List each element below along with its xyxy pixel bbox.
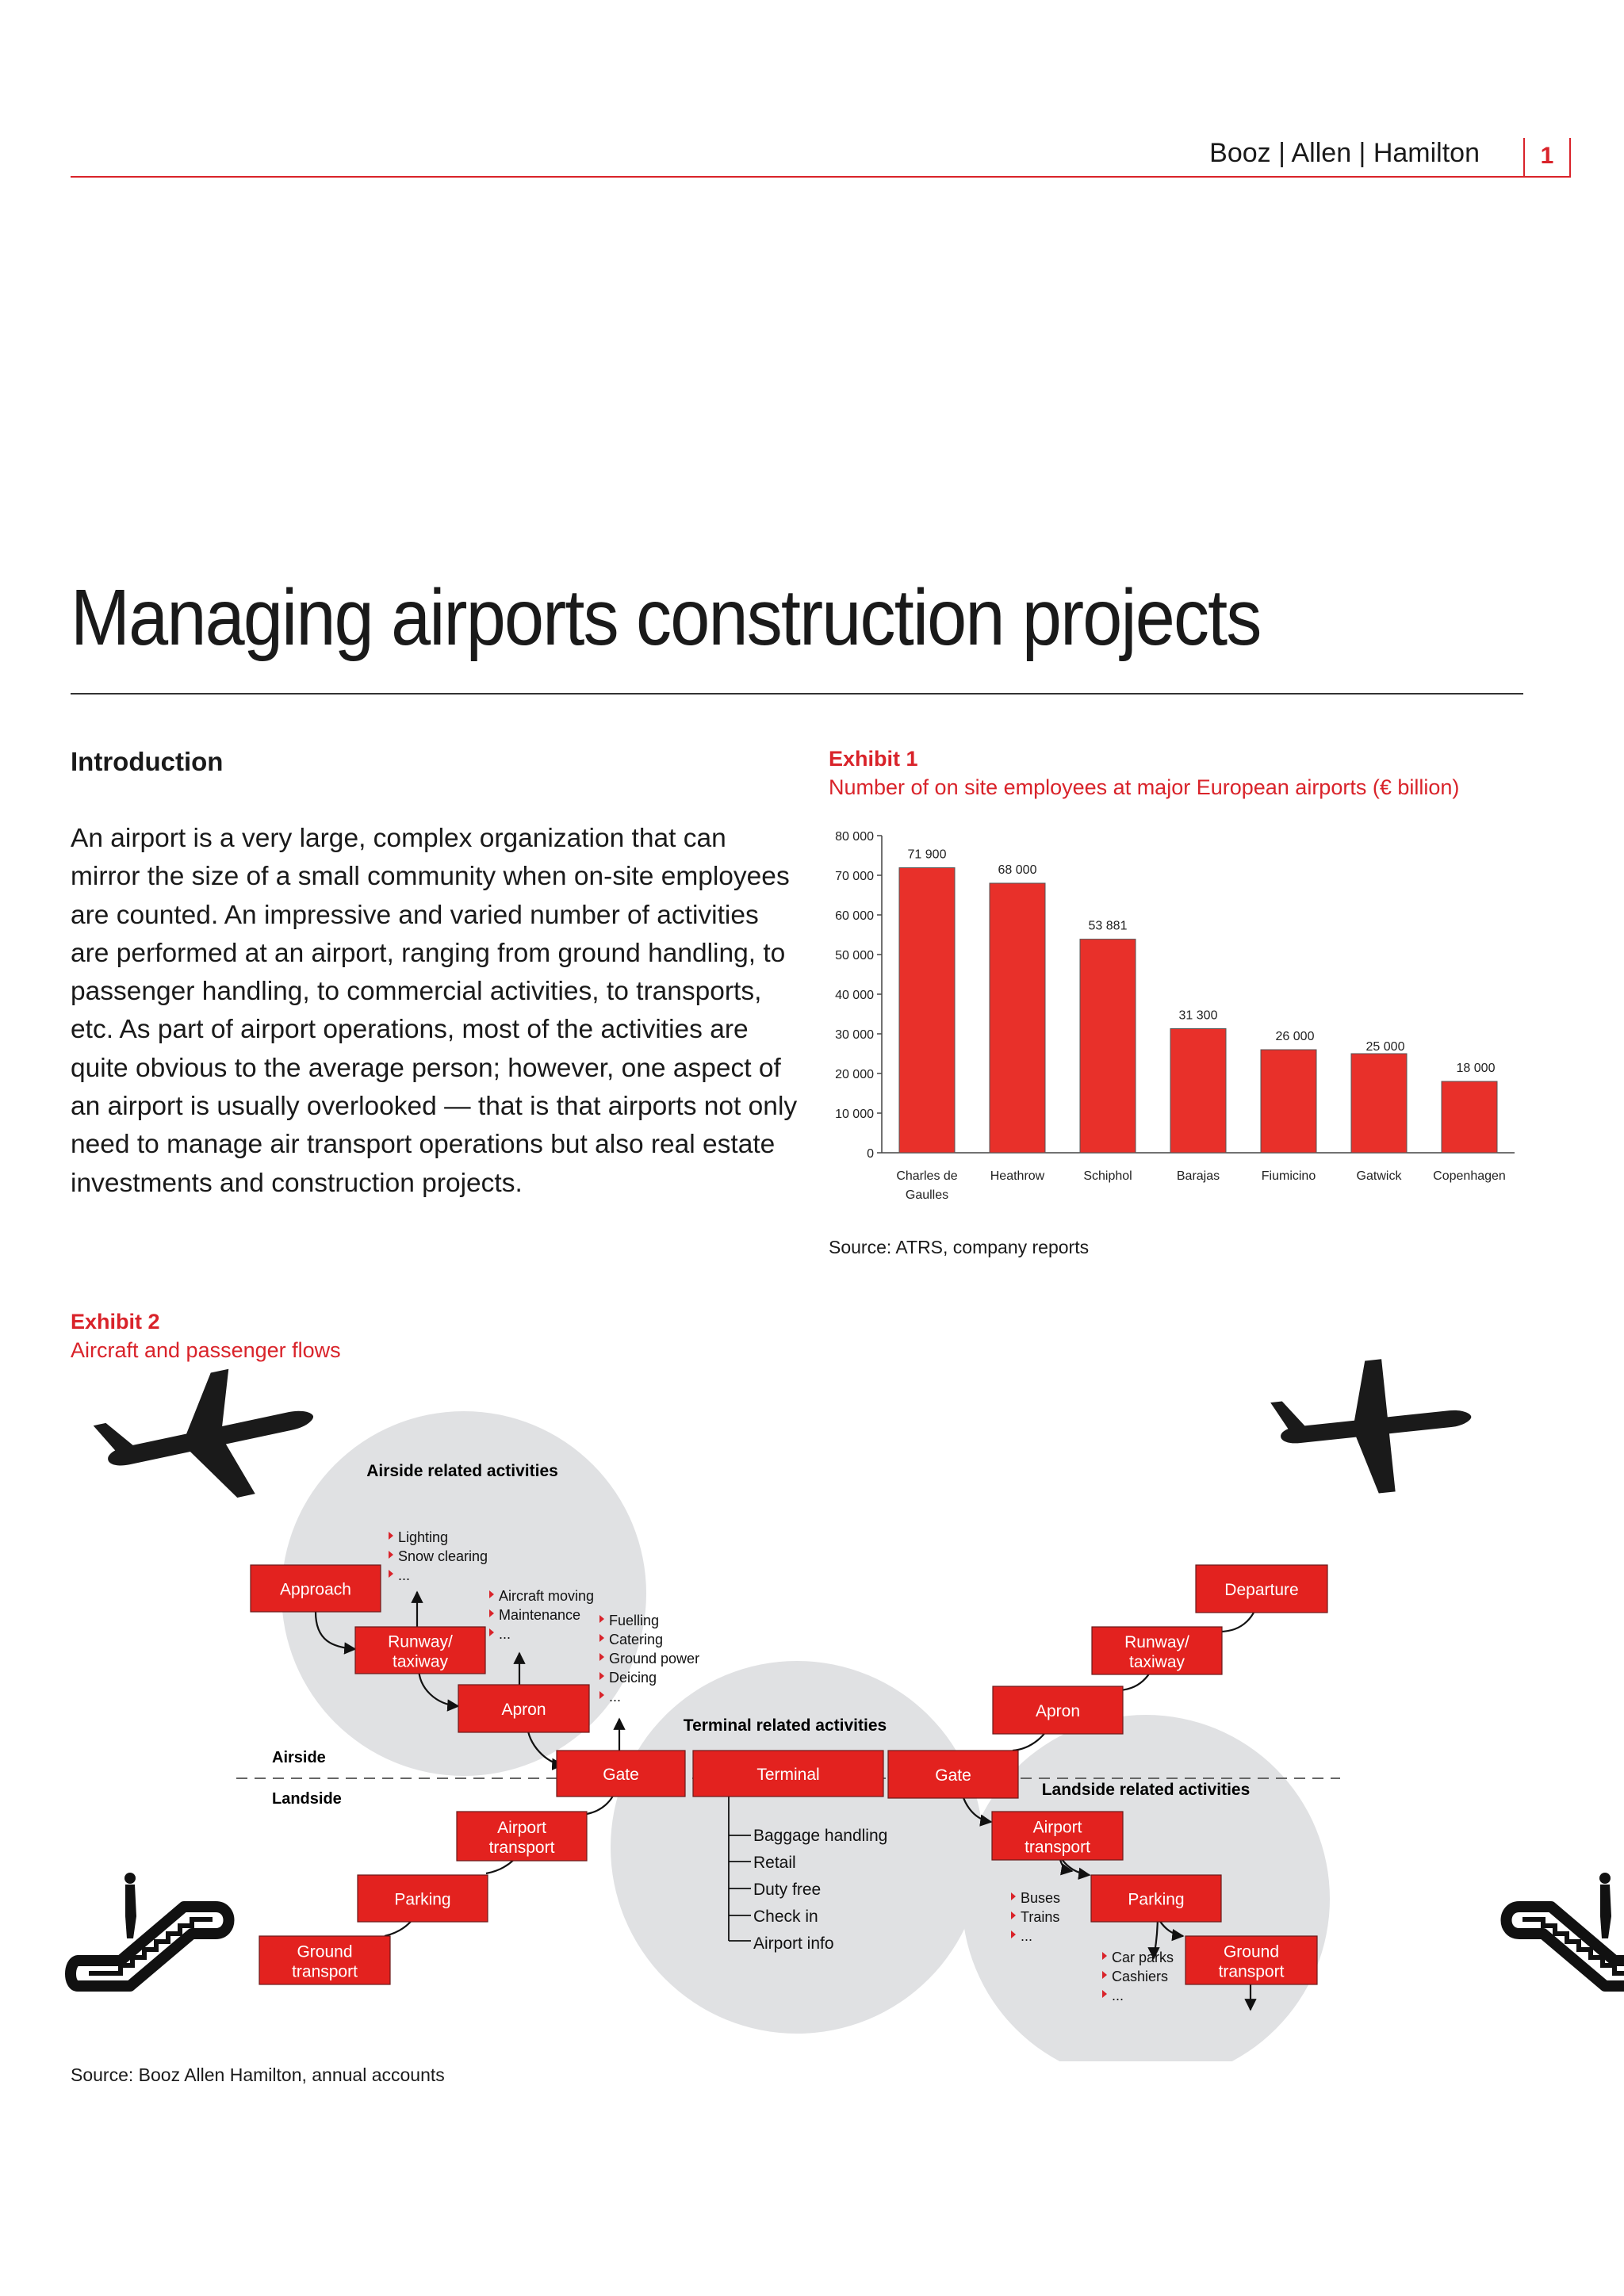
apron-left-box [458,1685,589,1732]
y-tick-label: 40 000 [835,989,874,1002]
landside-activities-title: Landside related activities [1041,1781,1251,1799]
flow-diagram [0,1348,1624,2061]
gate-left-label: Gate [603,1766,639,1784]
bullet-item: Cashiers [1112,1969,1169,1984]
category-label: Gaulles [905,1188,949,1202]
airport-transport-left-box [457,1812,587,1861]
bar [1351,1054,1407,1153]
bullet-item: Car parks [1112,1950,1174,1965]
y-tick-label: 20 000 [835,1068,874,1081]
exhibit1-label: Exhibit 1 [829,747,918,771]
bullet-item: Baggage handling [753,1827,888,1845]
bullet-item: Check in [753,1908,818,1926]
apron-right-label: Apron [1035,1702,1081,1720]
bullet-item: Ground power [609,1651,700,1667]
bar [1261,1050,1316,1153]
exhibit2-label: Exhibit 2 [71,1310,160,1334]
apron-right-box [993,1686,1123,1734]
bullet-item: ... [1112,1988,1124,2003]
bullet-item: Trains [1021,1909,1060,1925]
runway-taxiway-right-label: Runway/ [1124,1633,1189,1651]
bullet-item: Maintenance [499,1607,581,1623]
departure-box [1196,1565,1327,1613]
airplane-departing-icon [1267,1350,1478,1503]
bar-value-label: 26 000 [1275,1030,1315,1043]
bullet-item: Snow clearing [398,1548,488,1564]
runway-taxiway-left-label: taxiway [392,1652,449,1671]
exhibit1-source: Source: ATRS, company reports [829,1237,1090,1257]
y-tick-label: 70 000 [835,870,874,883]
landside-label: Landside [272,1790,342,1808]
ground-transport-right-label: Ground [1223,1942,1280,1961]
y-tick-label: 0 [867,1147,874,1161]
terminal-label: Terminal [756,1766,820,1784]
bullet-item: ... [398,1567,411,1583]
intro-paragraph: An airport is a very large, complex organization that can mirror the size of a small community when on-site employees are counted. An impressive and varied number of activities are performed at an airport, ranging from ground handling, to passenger handling, to commercial activities, to transports, etc. As part of airport operations, most of the activities are quite obvious to the average person; however, one aspect of an airport is usually overlooked — that is that airports not only need to manage air transport operations but also real estate investments and construction projects. [71,824,798,1198]
intro-heading: Introduction [71,747,224,776]
departure-label: Departure [1224,1581,1299,1599]
airside-label: Airside [272,1749,326,1766]
bullet-item: ... [609,1689,622,1705]
y-tick-label: 50 000 [835,949,874,962]
airport-transport-right-label: transport [1025,1838,1090,1857]
bar-value-label: 68 000 [998,863,1037,877]
gate-right-box [888,1751,1018,1798]
page-number: 1 [1540,143,1554,169]
bar-value-label: 25 000 [1365,1040,1405,1054]
bullet-item: Buses [1021,1890,1061,1906]
ground-transport-left-label: transport [292,1962,358,1981]
bullet-item: Airport info [753,1934,834,1953]
parking-left-label: Parking [394,1890,451,1909]
bar-value-label: 53 881 [1088,919,1128,933]
gate-right-label: Gate [935,1766,971,1785]
bullet-item: Duty free [753,1881,822,1899]
brand-name: Booz | Allen | Hamilton [1209,138,1480,168]
bar [1080,939,1136,1153]
airside-activities-title: Airside related activities [366,1462,558,1480]
ground-transport-right-box [1185,1936,1317,1984]
parking-left-box [358,1875,488,1922]
bar [1442,1081,1497,1153]
bar [990,883,1045,1153]
runway-taxiway-right-box [1092,1627,1222,1674]
bullet-item: ... [1021,1928,1033,1944]
y-tick-label: 80 000 [835,830,874,844]
ground-transport-left-label: Ground [297,1942,353,1961]
y-tick-label: 10 000 [835,1108,874,1121]
terminal-activities-title: Terminal related activities [683,1716,887,1735]
category-label: Barajas [1176,1169,1220,1183]
employees-bar-chart [825,825,1522,1213]
runway-taxiway-left-box [355,1627,485,1674]
category-label: Gatwick [1356,1169,1402,1183]
exhibit2-subtitle: Aircraft and passenger flows [71,1338,341,1362]
category-label: Fiumicino [1261,1169,1316,1183]
approach-box [251,1565,381,1612]
header-rule [71,176,1571,178]
escalator-up-icon [71,1873,229,1986]
airplane-arriving-icon [88,1354,327,1524]
y-tick-label: 60 000 [835,909,874,923]
bar [899,868,955,1154]
runway-taxiway-left-label: Runway/ [388,1632,453,1651]
airport-transport-right-box [992,1812,1123,1860]
bullet-item: Deicing [609,1670,657,1686]
approach-label: Approach [280,1580,351,1599]
category-label: Heathrow [990,1169,1045,1183]
bullet-item: ... [499,1626,511,1642]
bar-value-label: 18 000 [1456,1062,1496,1075]
bullet-item: Aircraft moving [499,1588,595,1604]
exhibit2-source: Source: Booz Allen Hamilton, annual accounts [71,2064,445,2085]
bullet-item: Lighting [398,1529,449,1545]
category-label: Copenhagen [1433,1169,1506,1183]
airport-transport-left-label: Airport [497,1819,546,1837]
category-label: Schiphol [1083,1169,1132,1183]
parking-right-box [1091,1875,1221,1922]
ground-transport-right-label: transport [1218,1962,1285,1981]
apron-left-label: Apron [501,1701,546,1719]
runway-taxiway-right-label: taxiway [1128,1653,1185,1671]
bullet-item: Fuelling [609,1613,660,1628]
bar-value-label: 71 900 [907,848,947,862]
exhibit1-subtitle: Number of on site employees at major European airports (€ billion) [829,775,1460,799]
bullet-item: Catering [609,1632,664,1647]
terminal-box [693,1751,883,1797]
airport-transport-left-label: transport [488,1839,555,1857]
category-label: Charles de [896,1169,958,1183]
bullet-item: Retail [753,1854,796,1872]
gate-left-box [557,1751,685,1797]
page-title: Managing airports construction projects [71,573,1261,662]
airport-transport-right-label: Airport [1032,1818,1082,1837]
gate-activities-list [599,1613,699,1705]
bar-value-label: 31 300 [1178,1008,1218,1023]
escalator-down-icon [1507,1873,1624,1986]
bar [1170,1029,1226,1154]
parking-right-label: Parking [1128,1890,1185,1909]
ground-transport-left-box [259,1936,390,1984]
y-tick-label: 30 000 [835,1028,874,1042]
title-rule [71,693,1523,695]
